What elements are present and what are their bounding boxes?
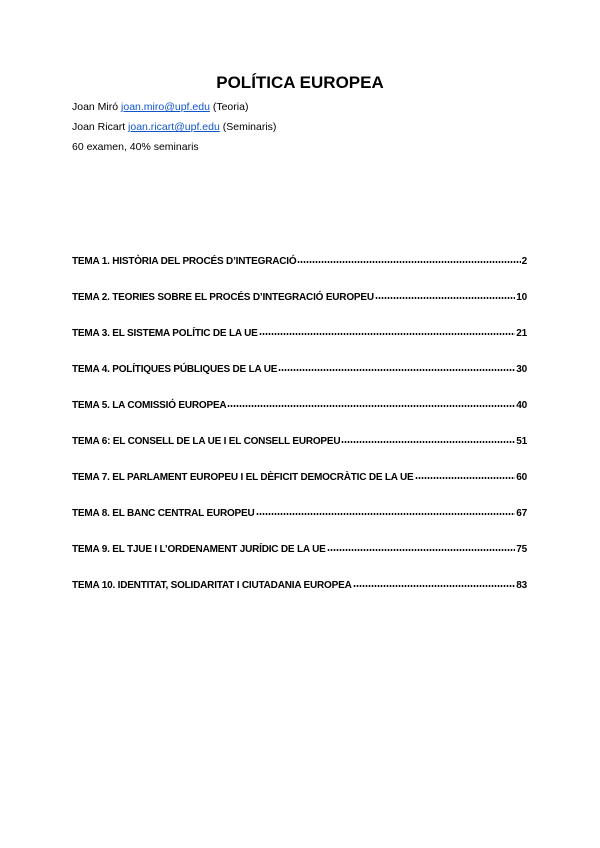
toc-entry-page: 30 (516, 364, 527, 375)
toc-entry-label: TEMA 6: EL CONSELL DE LA UE I EL CONSELL EUROPEU (72, 436, 341, 447)
toc-entry-page: 51 (516, 436, 527, 447)
toc-entry-label: TEMA 7. EL PARLAMENT EUROPEU I EL DÈFICIT DEMOCRÀTIC DE LA UE (72, 472, 414, 483)
dot-leader (375, 297, 515, 299)
toc-entry-label: TEMA 1. HISTÒRIA DEL PROCÉS D’INTEGRACIÓ (72, 256, 297, 267)
teacher-name: Joan Ricart (72, 121, 126, 133)
toc-entry-page: 75 (516, 544, 527, 555)
dot-leader (297, 261, 520, 263)
dot-leader (256, 513, 516, 515)
toc-entry-label: TEMA 8. EL BANC CENTRAL EUROPEU (72, 508, 255, 519)
toc-entry-label: TEMA 9. EL TJUE I L’ORDENAMENT JURÍDIC DE LA UE (72, 544, 326, 555)
dot-leader (259, 333, 516, 335)
teacher-line-theory (72, 101, 248, 113)
dot-leader (341, 441, 515, 443)
toc-entry[interactable] (72, 292, 527, 328)
toc-entry-page: 40 (516, 400, 527, 411)
dot-leader (327, 549, 516, 551)
toc-entry[interactable] (72, 328, 527, 364)
toc-entry-label: TEMA 10. IDENTITAT, SOLIDARITAT I CIUTADANIA EUROPEA (72, 580, 352, 591)
teacher-role: (Seminaris) (222, 121, 277, 133)
dot-leader (227, 405, 515, 407)
toc-entry[interactable] (72, 436, 527, 472)
toc-entry[interactable] (72, 256, 527, 292)
toc-entry-label: TEMA 3. EL SISTEMA POLÍTIC DE LA UE (72, 328, 258, 339)
toc-entry[interactable] (72, 364, 527, 400)
teacher-email-link[interactable]: joan.miro@upf.edu (121, 101, 210, 113)
toc-entry[interactable] (72, 508, 527, 544)
dot-leader (353, 585, 516, 587)
document-title: POLÍTICA EUROPEA (216, 73, 384, 92)
evaluation-text: 60 examen, 40% seminaris (72, 141, 199, 153)
dot-leader (278, 369, 515, 371)
toc-entry[interactable] (72, 580, 527, 616)
teacher-name: Joan Miró (72, 101, 119, 113)
toc-entry-page: 60 (516, 472, 527, 483)
toc-entry-page: 83 (516, 580, 527, 591)
toc-entry-page: 67 (516, 508, 527, 519)
toc-entry[interactable] (72, 472, 527, 508)
teacher-line-seminars (72, 121, 276, 133)
toc-entry[interactable] (72, 400, 527, 436)
toc-entry-label: TEMA 4. POLÍTIQUES PÚBLIQUES DE LA UE (72, 364, 278, 375)
toc-entry-label: TEMA 5. LA COMISSIÓ EUROPEA (72, 400, 227, 411)
teacher-role: (Teoria) (212, 101, 249, 113)
dot-leader (415, 477, 516, 479)
toc-entry-label: TEMA 2. TEORIES SOBRE EL PROCÉS D’INTEGRACIÓ EUROPEU (72, 292, 374, 303)
toc-entry-page: 10 (516, 292, 527, 303)
toc-entry-page: 21 (516, 328, 527, 339)
table-of-contents (72, 256, 527, 616)
toc-entry[interactable] (72, 544, 527, 580)
toc-entry-page: 2 (521, 256, 527, 267)
teacher-email-link[interactable]: joan.ricart@upf.edu (128, 121, 220, 133)
